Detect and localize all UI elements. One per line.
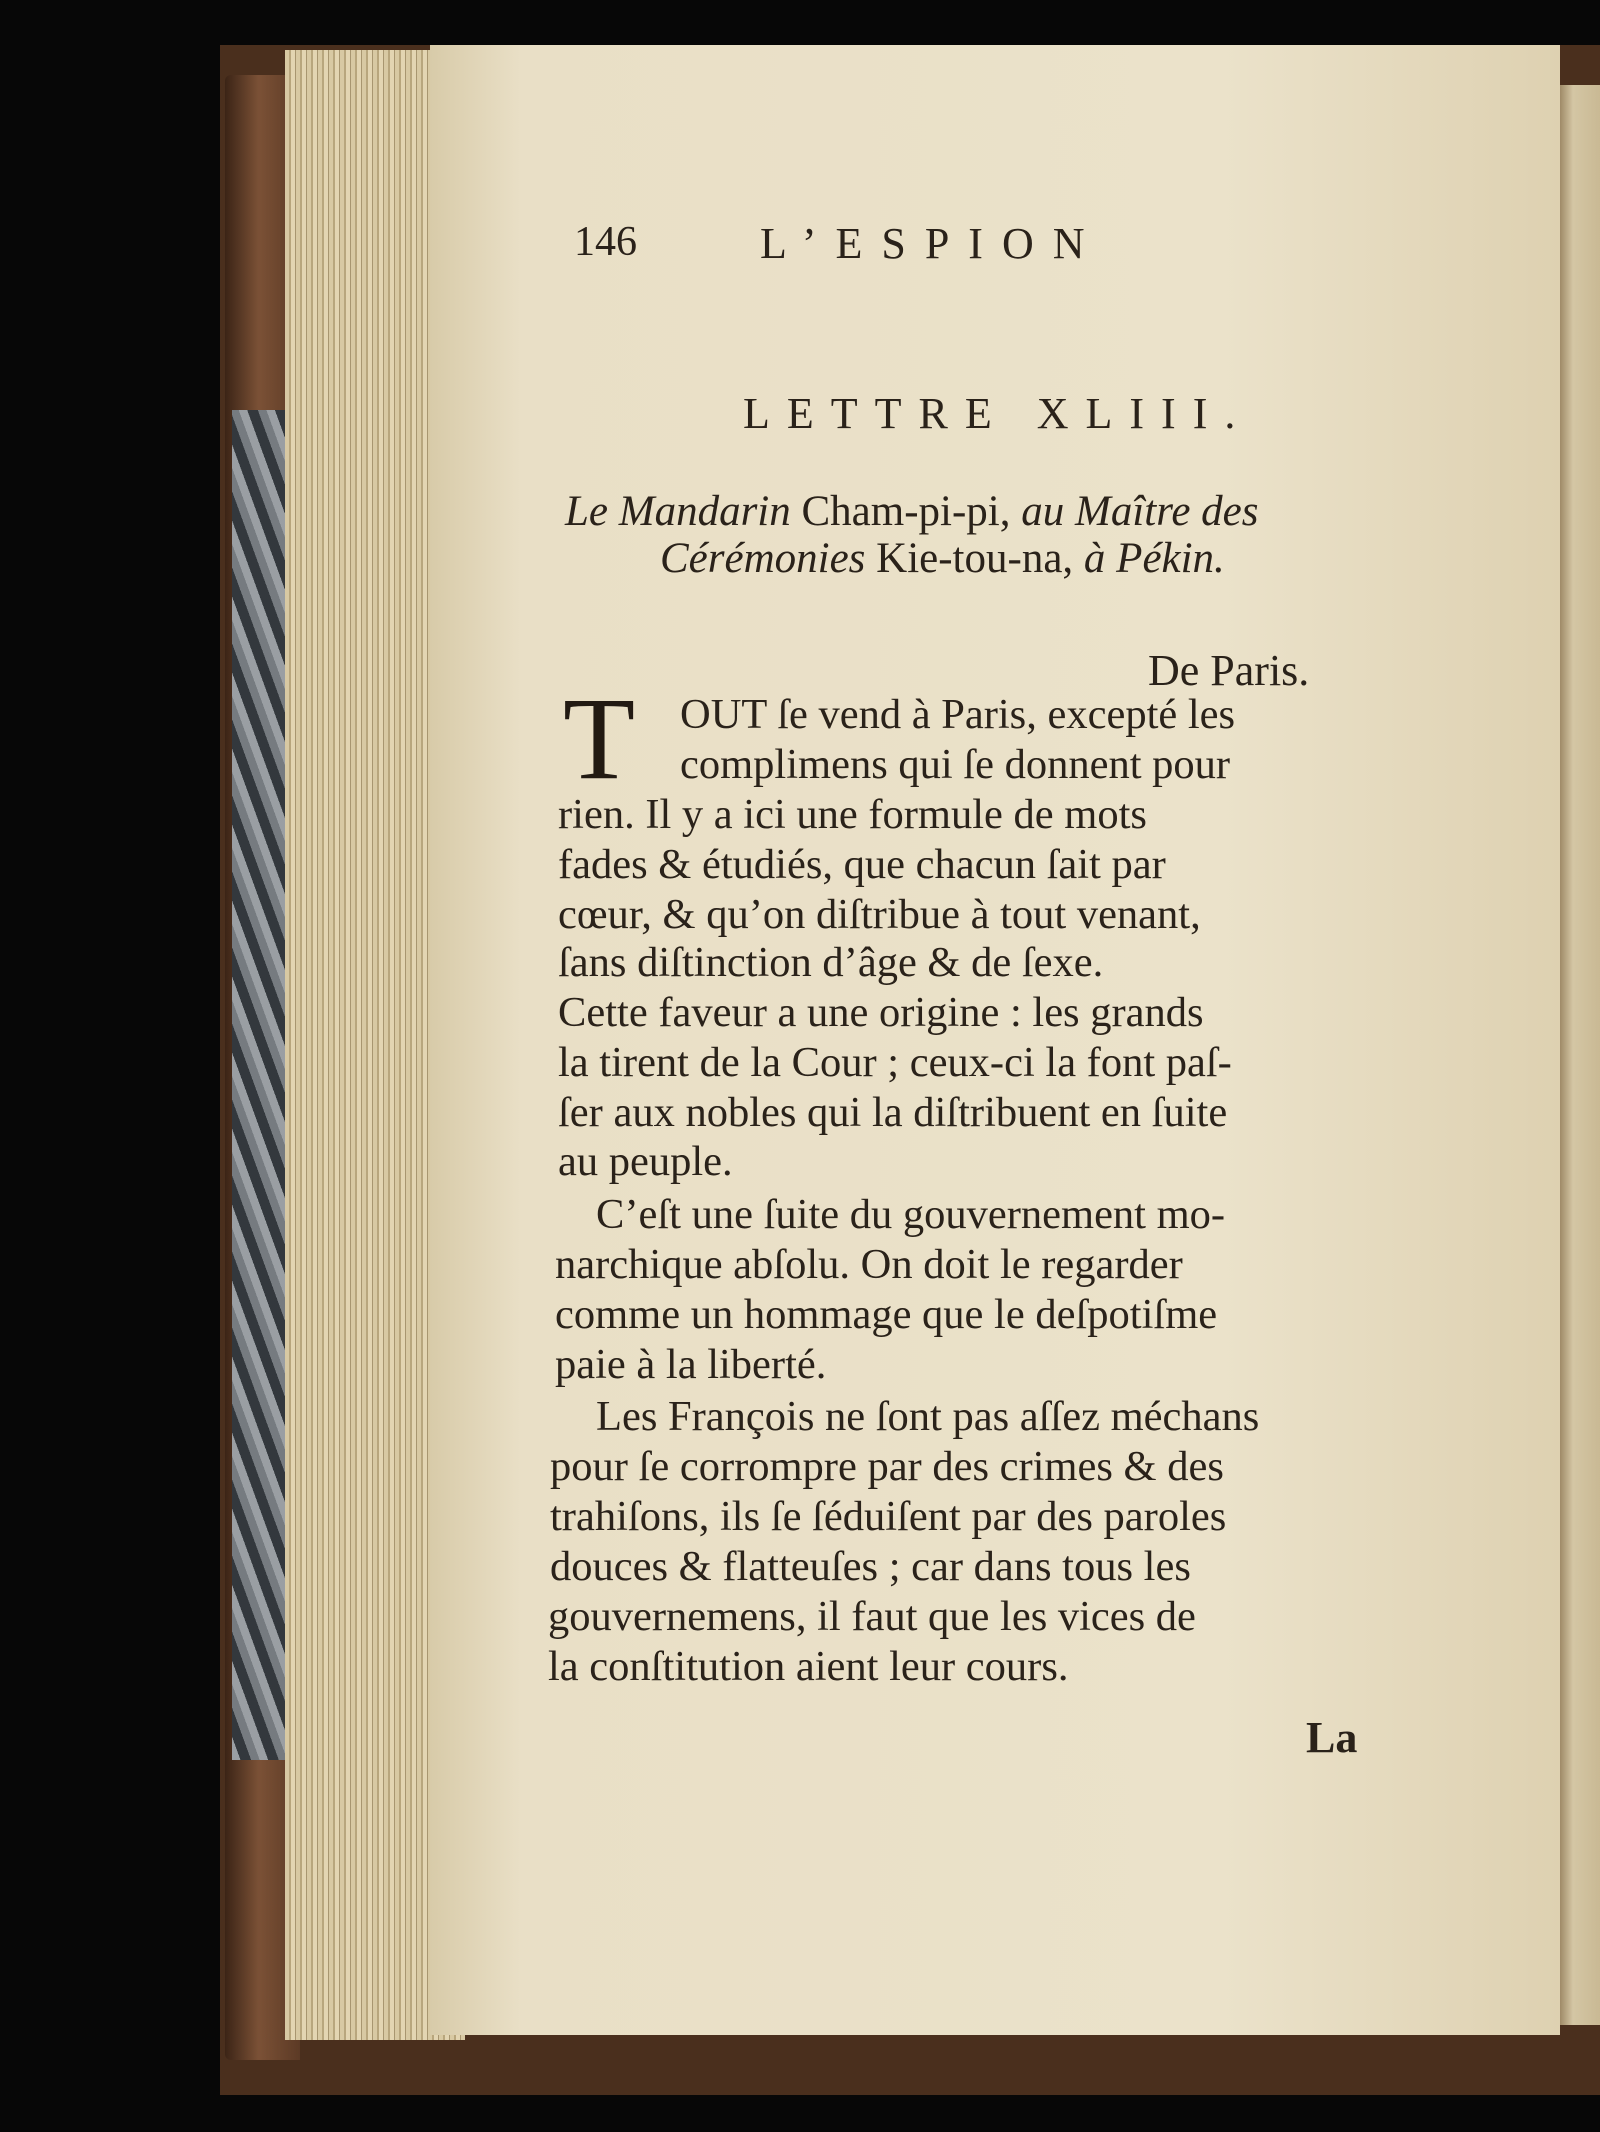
text-line: complimens qui ſe donnent pour xyxy=(680,741,1231,788)
subtitle-sender: Cham-pi-pi, xyxy=(801,488,1011,535)
text-line: gouvernemens, il faut que les vices de xyxy=(548,1593,1196,1640)
subtitle-mandarin: Le Mandarin xyxy=(565,488,791,535)
facing-page-edge xyxy=(1555,85,1600,2025)
text-line: comme un hommage que le deſpotiſme xyxy=(555,1291,1218,1338)
subtitle-recipient: Kie-tou-na, xyxy=(876,535,1074,582)
letter-title: LETTRE XLIII. xyxy=(743,389,1253,438)
text-line: la conſtitution aient leur cours. xyxy=(548,1643,1069,1690)
text-line: rien. Il y a ici une formule de mots xyxy=(558,791,1147,838)
text-line: C’eſt une ſuite du gouvernement mo- xyxy=(596,1191,1226,1238)
text-line: cœur, & qu’on diſtribue à tout venant, xyxy=(558,891,1201,938)
drop-cap: T xyxy=(563,673,636,804)
text-line: ſer aux nobles qui la diſtribuent en ſuite xyxy=(558,1089,1228,1136)
text-line: douces & flatteuſes ; car dans tous les xyxy=(550,1543,1191,1590)
running-title: L’ESPION xyxy=(760,219,1104,268)
marbled-board xyxy=(232,410,292,1760)
page-number: 146 xyxy=(574,219,637,265)
text-line: fades & étudiés, que chacun ſait par xyxy=(558,841,1166,888)
text-line: narchique abſolu. On doit le regarder xyxy=(555,1241,1183,1288)
text-line: Les François ne ſont pas aſſez méchans xyxy=(596,1393,1260,1440)
letter-place: De Paris. xyxy=(1148,646,1310,695)
subtitle-ceremonies: Cérémonies xyxy=(660,535,866,582)
letter-subtitle-line-2 xyxy=(660,534,1225,583)
subtitle-recipient-role: au Maître des xyxy=(1021,488,1259,535)
text-line: trahiſons, ils ſe ſéduiſent par des paroles xyxy=(550,1493,1227,1540)
text-line: OUT ſe vend à Paris, excepté les xyxy=(680,691,1236,738)
text-line: paie à la liberté. xyxy=(555,1341,827,1388)
text-line: au peuple. xyxy=(558,1138,733,1185)
subtitle-city: à Pékin. xyxy=(1083,535,1225,582)
text-line: Cette faveur a une origine : les grands xyxy=(558,989,1204,1036)
text-line: pour ſe corrompre par des crimes & des xyxy=(550,1443,1224,1490)
text-line: ſans diſtinction d’âge & de ſexe. xyxy=(558,939,1104,986)
text-line: la tirent de la Cour ; ceux-ci la font paſ- xyxy=(558,1039,1232,1086)
letter-subtitle-line-1 xyxy=(565,487,1259,536)
catchword: La xyxy=(1306,1713,1358,1762)
